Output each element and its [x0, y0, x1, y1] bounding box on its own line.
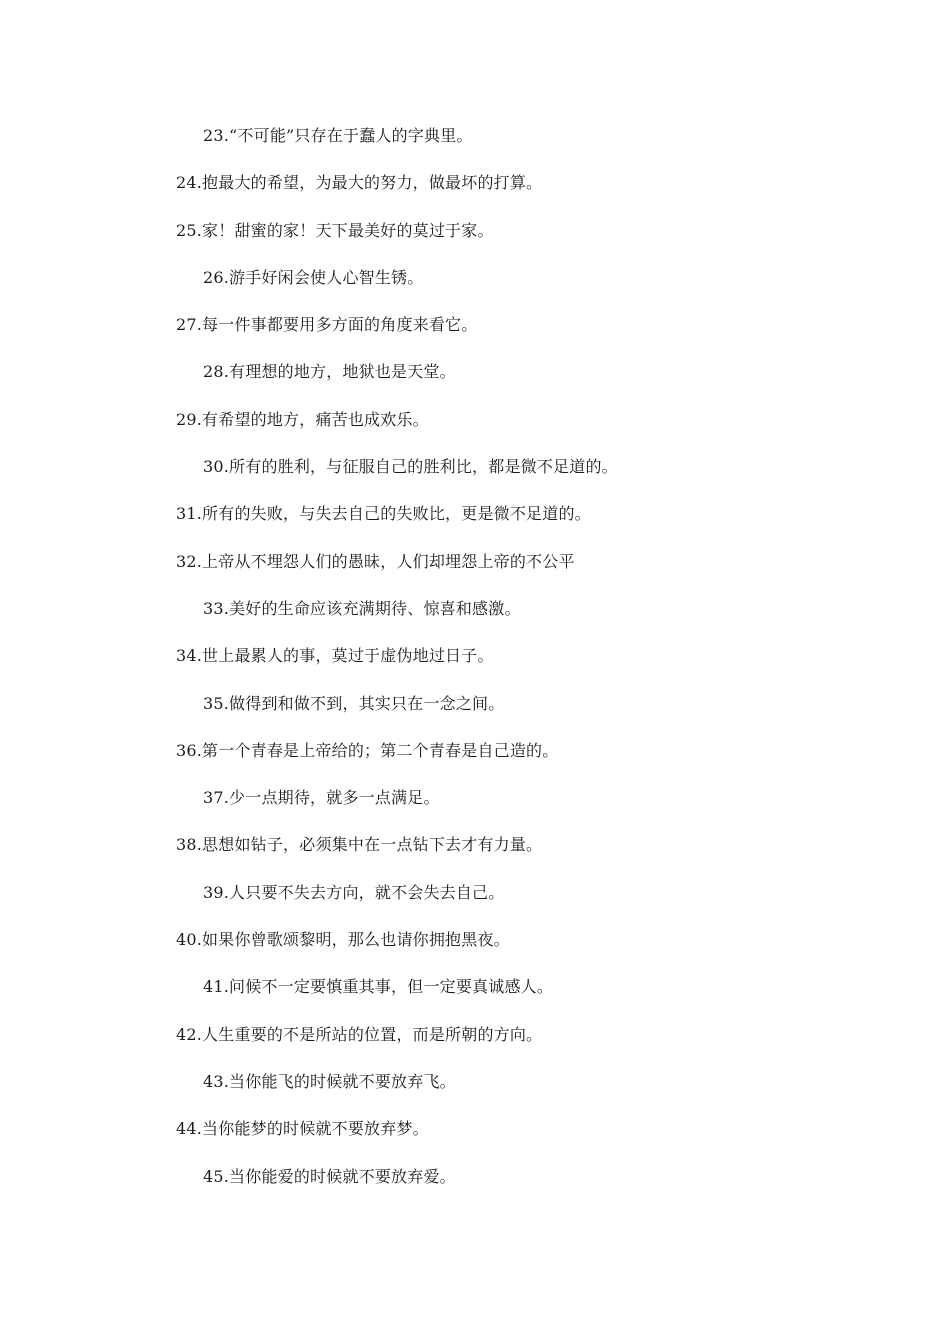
quote-line: 25.家！甜蜜的家！天下最美好的莫过于家。	[176, 220, 494, 240]
quote-line: 38.思想如钻子，必须集中在一点钻下去才有力量。	[176, 835, 543, 855]
quote-line: 23.“不可能”只存在于蠢人的字典里。	[203, 126, 473, 145]
quote-line: 28.有理想的地方，地狱也是天堂。	[203, 362, 456, 382]
quote-line: 33.美好的生命应该充满期待、惊喜和感激。	[203, 598, 521, 618]
quote-line: 27.每一件事都要用多方面的角度来看它。	[176, 315, 478, 335]
quote-line: 29.有希望的地方，痛苦也成欢乐。	[176, 409, 429, 429]
quote-line: 44.当你能梦的时候就不要放弃梦。	[176, 1119, 429, 1139]
quote-line: 30.所有的胜利，与征服自己的胜利比，都是微不足道的。	[203, 457, 618, 477]
quote-line: 26.游手好闲会使人心智生锈。	[203, 267, 424, 287]
quote-line: 45.当你能爱的时候就不要放弃爱。	[203, 1166, 456, 1186]
quote-line: 32.上帝从不埋怨人们的愚昧，人们却埋怨上帝的不公平	[176, 551, 575, 571]
quote-line: 34.世上最累人的事，莫过于虚伪地过日子。	[176, 646, 494, 666]
quote-line: 37.少一点期待，就多一点满足。	[203, 788, 440, 808]
quote-line: 39.人只要不失去方向，就不会失去自己。	[203, 882, 505, 902]
quote-line: 24.抱最大的希望，为最大的努力，做最坏的打算。	[176, 173, 543, 193]
quote-line: 42.人生重要的不是所站的位置，而是所朝的方向。	[176, 1024, 543, 1044]
quote-line: 41.问候不一定要慎重其事，但一定要真诚感人。	[203, 977, 554, 997]
quote-line: 35.做得到和做不到，其实只在一念之间。	[203, 693, 505, 713]
quote-line: 36.第一个青春是上帝给的；第二个青春是自己造的。	[176, 740, 559, 760]
quote-list	[0, 122, 950, 1210]
quote-line: 40.如果你曾歌颂黎明，那么也请你拥抱黑夜。	[176, 930, 510, 950]
quote-line: 31.所有的失败，与失去自己的失败比，更是微不足道的。	[176, 504, 591, 524]
quote-line: 43.当你能飞的时候就不要放弃飞。	[203, 1071, 456, 1091]
